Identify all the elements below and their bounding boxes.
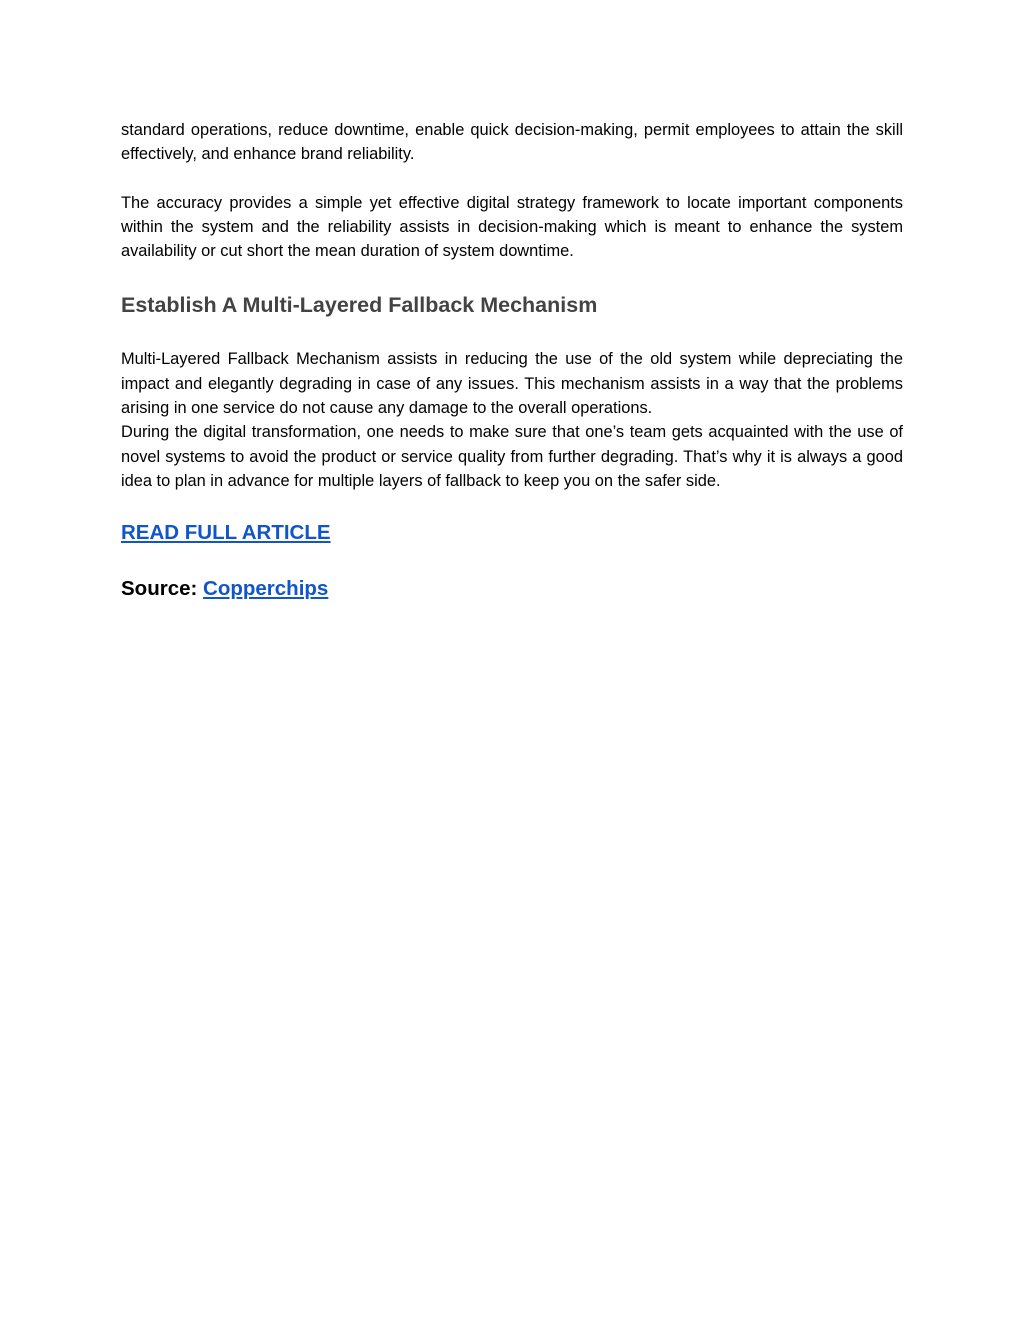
section-heading: Establish A Multi-Layered Fallback Mechanism [121, 293, 598, 318]
source-label: Source: [121, 577, 198, 601]
read-full-article-block [121, 519, 903, 547]
document-page [121, 118, 903, 603]
section-heading-wrap [121, 291, 903, 319]
intro-paragraph-2: The accuracy provides a simple yet effective digital strategy framework to locate important components within the system and the reliability assists in decision-making which is meant to enhance the system availability or cut short the mean duration of system downtime. [121, 193, 903, 261]
intro-paragraph-1: standard operations, reduce downtime, enable quick decision-making, permit employees to attain the skill effectively, and enhance brand reliability. [121, 121, 903, 164]
read-full-article-link[interactable]: READ FULL ARTICLE [121, 521, 331, 545]
source-link[interactable]: Copperchips [203, 577, 329, 601]
section-paragraph-1: Multi-Layered Fallback Mechanism assists in reducing the use of the old system while depreciating the impact and elegantly degrading in case of any issues. This mechanism assists in a way that the problems arising in one service do not cause any damage to the overall operations. [121, 350, 903, 418]
section-paragraph-2: During the digital transformation, one needs to make sure that one’s team gets acquainted with the use of novel systems to avoid the product or service quality from further degrading. That’s why it is always a good idea to plan in advance for multiple layers of fallback to keep you on the safer side. [121, 423, 903, 490]
source-line [121, 575, 903, 603]
